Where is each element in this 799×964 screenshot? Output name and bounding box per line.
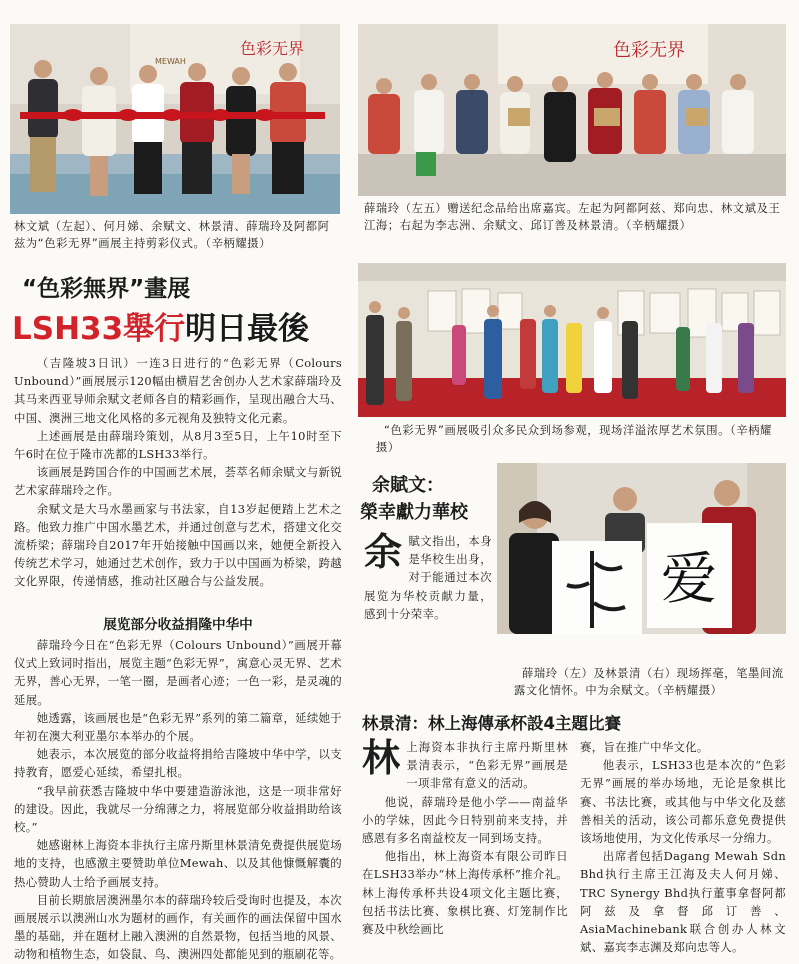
paragraph: 该画展是跨国合作的中国画艺术展，荟萃名师余赋文与新锐艺术家薛瑞玲之作。 (14, 465, 342, 498)
side-article-body (364, 529, 492, 623)
caption-photo1: 林文斌（左起）、何月娣、余赋文、林景清、薛瑞玲及阿都阿兹为“色彩无界”画展主持剪彩仪式。（辛柄耀摄） (14, 220, 330, 250)
main-article-body (14, 354, 342, 591)
paragraph: 他表示，LSH33也是本次的“色彩无界”画展的举办场地，无论是象棋比赛、书法比赛，或其他与中华文化及慈善相关的活动，该公司都乐意免费提供该场地使用，为文化传承尽一分绵力。 (580, 758, 786, 846)
paragraph: 他指出，林上海资本有限公司昨日在LSH33举办“林上海传承杯”推介礼。林上海传承杯共设4项文化主题比赛，包括书法比赛、象棋比赛、灯笼制作比赛及中秋绘画比 (362, 849, 568, 937)
third-article-col2 (580, 738, 786, 956)
kicker: “色彩無界”畫展 (22, 276, 191, 302)
paragraph: 她感谢林上海资本非执行主席丹斯里林景清免费提供展览场地的支持，也感激主要赞助单位Mewah、以及其他慷慨解囊的热心赞助人士给予画展支持。 (14, 838, 342, 889)
paragraph: 她表示，本次展览的部分收益将捐给吉隆坡中华中学，以支持教育，愿爱心延续，希望扎根。 (14, 747, 342, 780)
paragraph: 他说，薛瑞玲是他小学——南益华小的学妹，因此今日特别前来支持，并感恩有多名南益校友一同到场支持。 (362, 794, 568, 846)
banner-text: 色彩无界 (240, 39, 305, 58)
caption-photo4: 薛瑞玲（左）及林景清（右）现场挥毫，笔墨间流露文化情怀。中为余赋文。（辛柄耀摄） (514, 667, 784, 697)
caption-photo3: “色彩无界”画展吸引众多民众到场参观，现场洋溢浓厚艺术氛围。（辛柄耀摄） (376, 424, 772, 454)
paragraph: “我早前获悉吉隆坡中华中要建造游泳池，这是一项非常好的建设。因此，我就尽一分绵薄之力，将展览部分收益捐助给该校。” (14, 783, 342, 835)
photo-souvenir (358, 24, 786, 196)
caption-photo2: 薛瑞玲（左五）赠送纪念品给出席嘉宾。左起为阿都阿兹、郑向忠、林文斌及王江海；右起为李志洲、余赋文、邱订善及林景清。（辛柄耀摄） (364, 202, 781, 232)
paragraph: 目前长期旅居澳洲墨尔本的薛瑞玲较后受询时也提及，本次画展展示以澳洲山水为题材的画作，有关画作的画法保留中国水墨的基础，并在题材上融入澳洲的自然景物，包括当地的风景、动物和植物生态，如袋鼠、鸟、澳洲四处都能见到的瓶刷花等。 (14, 892, 342, 962)
paragraph: （吉隆坡3日讯）一连3日进行的“色彩无界（Colours Unbound）”画展展示120幅由横眉艺舍创办人艺术家薛瑞玲及其马来西亚导师余赋文老师各自的精彩画作，呈现出融合大马、中国、澳洲三地文化风格的多元视角及独特文化元素。 (14, 356, 342, 425)
photo-ribbon-cutting (10, 24, 340, 214)
paragraph: 薛瑞玲今日在“色彩无界（Colours Unbound）”画展开幕仪式上致词时指出，展览主题“色彩无界”，寓意心灵无界、艺术无界，善心无界，一笔一圈，是画者心迹；一色一彩，是灵魂的延展。 (14, 638, 342, 707)
paragraph: 上海资本非执行主席丹斯里林景清表示，“色彩无界”画展是一项非常有意义的活动。 (406, 740, 568, 791)
third-headline: 林景清：林上海傳承杯設4主題比賽 (362, 714, 621, 733)
main-article-body-2 (14, 636, 342, 964)
paragraph: 余赋文是大马水墨画家与书法家，自13岁起便踏上艺术之路。他致力推广中国水墨艺术，并通过创意与艺术，搭建文化交流桥梁；薛瑞玲自2017年开始接触中国画以来，她便全新投入传统艺术学习，她通过艺术创作，致力于以中国画为桥梁，跨越文化界限，传递情感，推动社区融合与公益发展。 (14, 501, 342, 589)
photo-calligraphy (497, 463, 786, 634)
side-headline-1: 余賦文： (372, 475, 444, 496)
subhead: 展览部分收益捐隆中华中 (103, 617, 253, 633)
headline-red: LSH33舉行 (12, 311, 186, 347)
sign-text: MEWAH (155, 57, 186, 66)
third-article-col1 (362, 735, 568, 938)
photo-visitors (358, 263, 786, 417)
headline (12, 303, 309, 348)
paragraph: 上述画展是由薛瑞玲策划，从8月3至5日，上午10时至下午6时在位于隆市冼都的LSH33举行。 (14, 428, 342, 462)
dropcap: 余 (364, 529, 403, 574)
svg-text:色彩无界: 色彩无界 (613, 40, 685, 61)
paragraph: 赛，旨在推广中华文化。 (580, 740, 709, 754)
side-article-text: 賦文指出，本身是华校生出身，对于能通过本次展览为华校贡献力量，感到十分荣幸。 (364, 534, 492, 621)
dropcap: 林 (362, 735, 401, 780)
paragraph: 出席者包括Dagang Mewah Sdn Bhd执行主席王江海及夫人何月娣、TRC Synergy Bhd执行董事拿督阿都阿兹及拿督邱订善、AsiaMachinebank联合创办人林文斌、嘉宾李志渊及郑向忠等人。 (580, 849, 786, 955)
paragraph: 她透露，该画展也是“色彩无界”系列的第二篇章，延续她于年初在澳大利亚墨尔本举办的个展。 (14, 710, 342, 744)
calligraphy-text: 爱 (661, 547, 717, 612)
side-headline-2: 榮幸獻力華校 (360, 502, 468, 523)
headline-black: 明日最後 (185, 311, 310, 347)
